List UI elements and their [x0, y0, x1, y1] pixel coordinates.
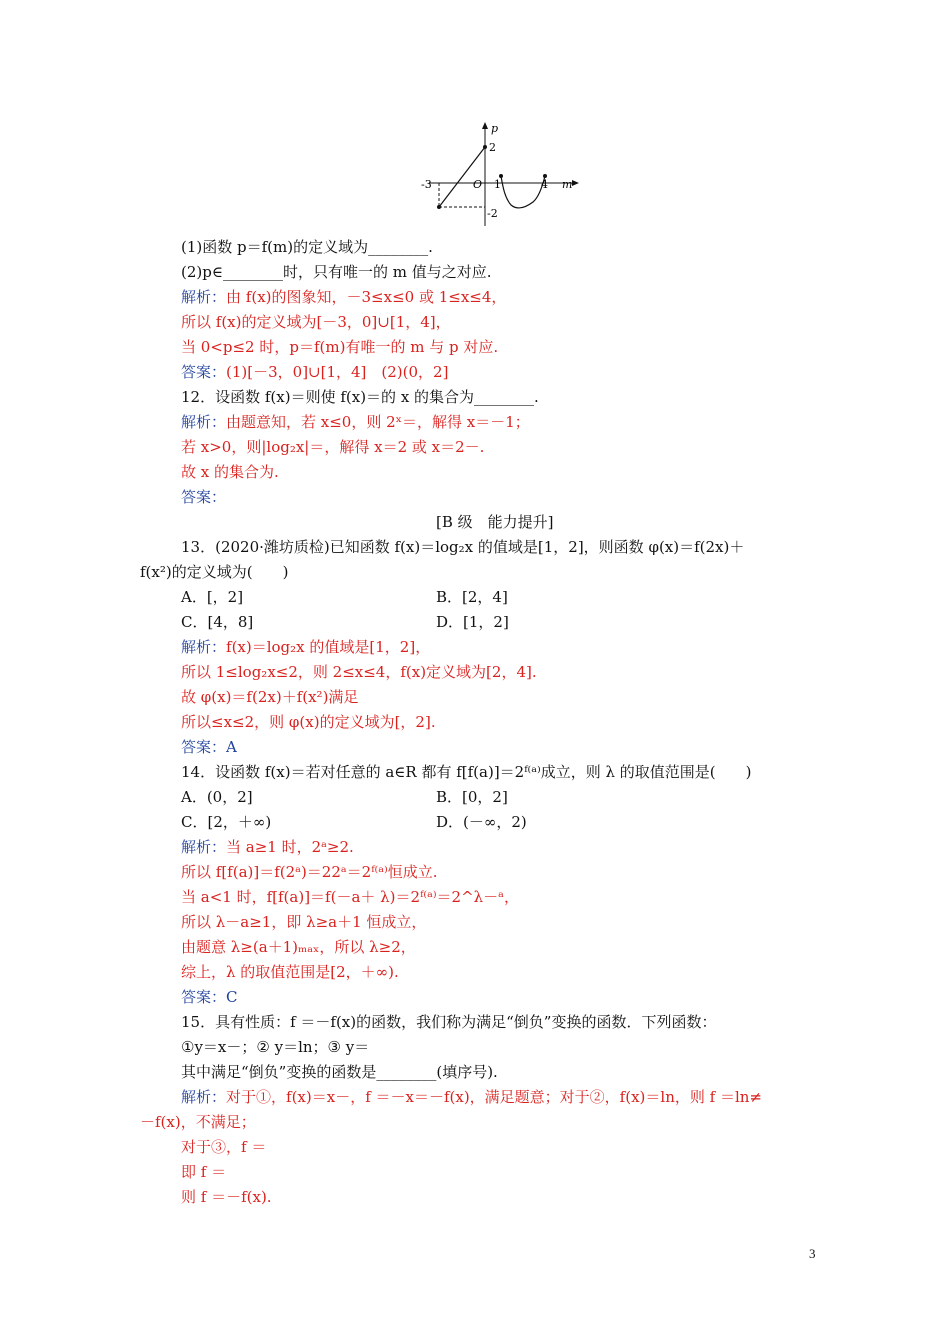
q12-stem: 12．设函数 f(x)＝则使 f(x)＝的 x 的集合为________. — [181, 388, 539, 406]
solution-label: 解析： — [181, 413, 227, 431]
q14-solution-line6: 综上，λ 的取值范围是[2，＋∞). — [181, 963, 399, 981]
q13-answer: 答案：A — [181, 738, 237, 756]
q14-option-c: C．[2，＋∞) — [181, 813, 272, 831]
m-axis-arrow — [572, 180, 579, 186]
p-axis-arrow — [482, 122, 488, 129]
q11-solution-line3: 当 0<p≤2 时，p＝f(m)有唯一的 m 与 p 对应. — [181, 338, 499, 356]
solution-text: 由 f(x)的图象知，－3≤x≤0 或 1≤x≤4， — [226, 288, 507, 306]
q13-option-b: B．[2，4] — [436, 588, 508, 606]
q14-solution-line5: 由题意 λ≥(a＋1)ₘₐₓ，所以 λ≥2， — [181, 938, 416, 956]
q14-option-b: B．[0，2] — [436, 788, 508, 806]
function-graph — [415, 118, 585, 230]
q15-solution-line3: 对于③，f ＝ — [181, 1138, 267, 1156]
q12-solution-line2: 若 x>0，则|log₂x|＝，解得 x＝2 或 x＝2－. — [181, 438, 485, 456]
answer-label: 答案： — [181, 363, 227, 381]
q14-stem: 14．设函数 f(x)＝若对任意的 a∈R 都有 f[f(a)]＝2ᶠ⁽ᵃ⁾成立，则 λ 的取值范围是( ) — [181, 763, 752, 781]
solution-label: 解析： — [181, 638, 227, 656]
solution-text: f(x)＝log₂x 的值域是[1，2]， — [226, 638, 431, 656]
graph-curve-right — [501, 176, 545, 208]
q13-option-c: C．[4，8] — [181, 613, 254, 631]
label-neg2: -2 — [487, 207, 498, 220]
solution-label: 解析： — [181, 838, 227, 856]
page-number: 3 — [809, 1246, 816, 1261]
q15-stem-line2: ①y＝x－；② y＝ln；③ y＝ — [181, 1038, 370, 1056]
q13-option-a: A．[，2] — [181, 588, 244, 606]
q12-answer: 答案： — [181, 488, 227, 506]
q13-stem-line2: f(x²)的定义域为( ) — [140, 563, 289, 581]
solution-label: 解析： — [181, 288, 227, 306]
answer-text: (1)[－3，0]∪[1，4] (2)(0，2] — [226, 363, 449, 381]
q11-answer — [181, 362, 448, 382]
q11-solution-line1 — [181, 287, 506, 307]
q14-option-a: A．(0，2] — [181, 788, 253, 806]
graph-segment-left — [439, 147, 485, 207]
q14-solution-line1 — [181, 837, 354, 857]
solution-text: 对于①，f(x)＝x－，f ＝－x＝－f(x)，满足题意；对于②，f(x)＝ln，则 f ＝ln≠ — [226, 1088, 762, 1106]
q15-stem-line3: 其中满足“倒负”变换的函数是________(填序号). — [181, 1063, 498, 1081]
q15-stem-line1: 15．具有性质：f ＝－f(x)的函数，我们称为满足“倒负”变换的函数．下列函数： — [181, 1013, 717, 1031]
point-0-2 — [483, 145, 487, 149]
q14-solution-line4: 所以 λ－a≥1，即 λ≥a＋1 恒成立， — [181, 913, 427, 931]
q14-solution-line3: 当 a<1 时，f[f(a)]＝f(－a＋ λ)＝2ᶠ⁽ᵃ⁾＝2^λ－ᵃ， — [181, 888, 519, 906]
label-2: 2 — [489, 141, 496, 154]
q13-solution-line4: 所以≤x≤2，则 φ(x)的定义域为[，2]. — [181, 713, 436, 731]
q14-answer: 答案：C — [181, 988, 238, 1006]
q15-solution-line1 — [181, 1087, 762, 1107]
q13-solution-line3: 故 φ(x)＝f(2x)＋f(x²)满足 — [181, 688, 359, 706]
q15-solution-line5: 则 f ＝－f(x). — [181, 1188, 272, 1206]
q14-option-d: D．(－∞，2) — [436, 813, 527, 831]
solution-text: 当 a≥1 时，2ᵃ≥2. — [226, 838, 354, 856]
q13-option-d: D．[1，2] — [436, 613, 509, 631]
q15-solution-line4: 即 f ＝ — [181, 1163, 227, 1181]
q14-solution-line2: 所以 f[f(a)]＝f(2ᵃ)＝22ᵃ＝2ᶠ⁽ᵃ⁾恒成立. — [181, 863, 438, 881]
label-neg3: -3 — [421, 178, 432, 191]
q11-part2: (2)p∈________时，只有唯一的 m 值与之对应. — [181, 263, 492, 281]
q13-stem-line1: 13．(2020·潍坊质检)已知函数 f(x)＝log₂x 的值域是[1，2]，则函数 φ(x)＝f(2x)＋ — [181, 538, 745, 556]
q15-solution-line2: －f(x)，不满足； — [140, 1113, 256, 1131]
section-heading: [B 级 能力提升] — [436, 513, 554, 531]
q11-part1: (1)函数 p＝f(m)的定义域为________. — [181, 238, 433, 256]
q13-solution-line2: 所以 1≤log₂x≤2，则 2≤x≤4，f(x)定义域为[2，4]. — [181, 663, 537, 681]
solution-label: 解析： — [181, 1088, 227, 1106]
point-neg3-neg2 — [437, 205, 441, 209]
m-axis-label: m — [562, 178, 573, 191]
q11-solution-line2: 所以 f(x)的定义域为[－3，0]∪[1，4]， — [181, 313, 451, 331]
p-axis-label: p — [491, 122, 499, 135]
label-4: 4 — [541, 178, 548, 191]
q13-solution-line1 — [181, 637, 430, 657]
q12-solution-line3: 故 x 的集合为. — [181, 463, 279, 481]
label-origin: O — [473, 178, 483, 191]
label-1: 1 — [494, 178, 501, 191]
solution-text: 由题意知，若 x≤0，则 2ˣ＝，解得 x＝－1； — [226, 413, 530, 431]
q12-solution-line1 — [181, 412, 530, 432]
